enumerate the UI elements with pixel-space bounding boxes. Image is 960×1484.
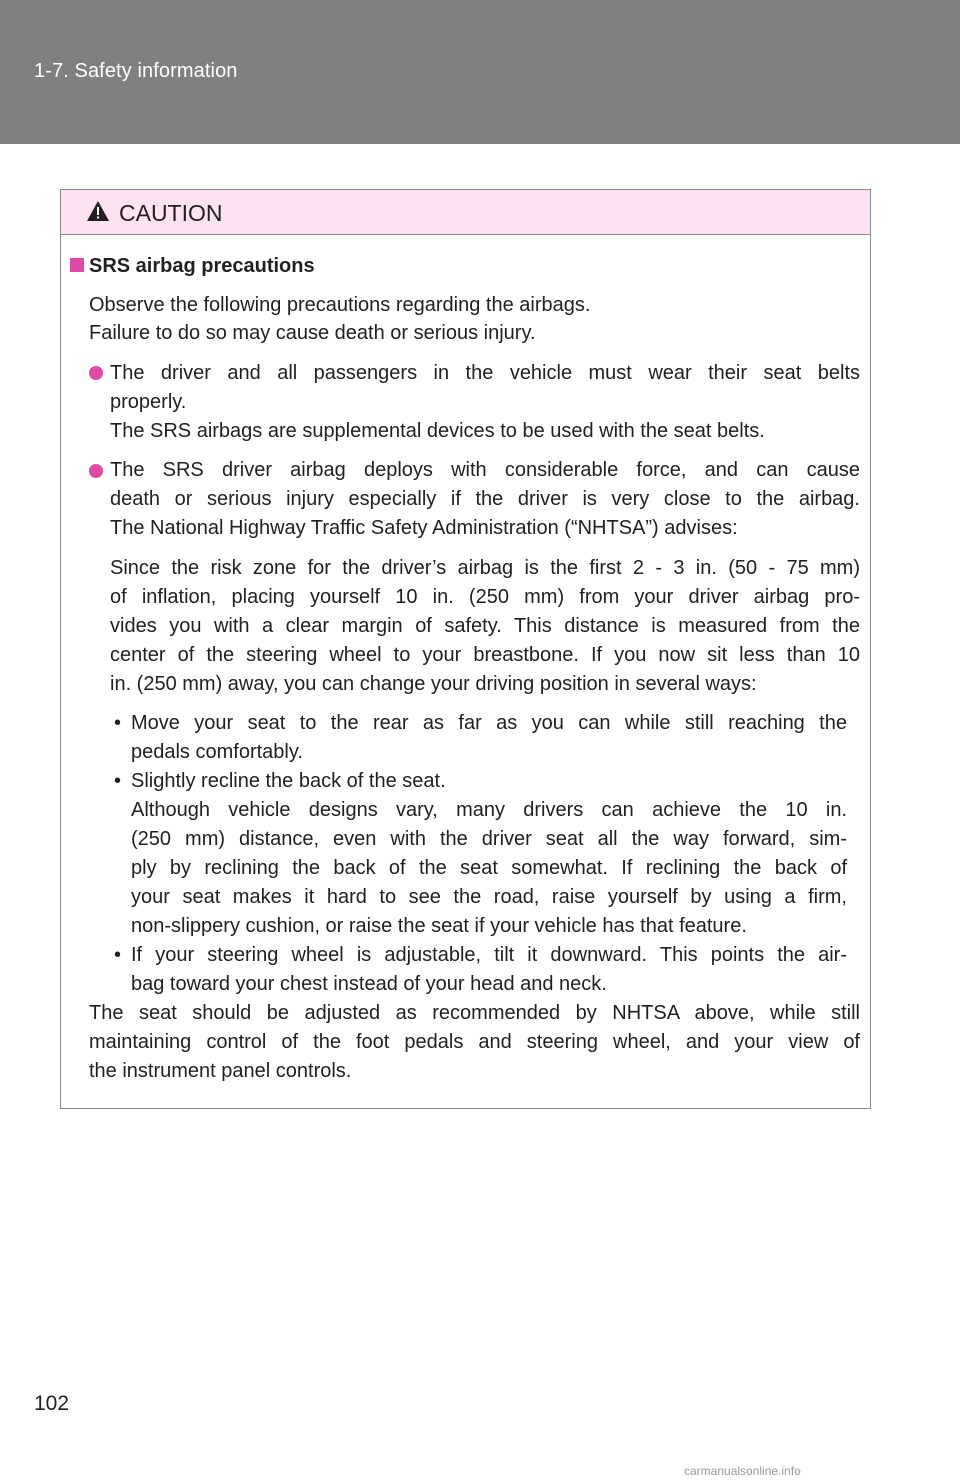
section-heading: SRS airbag precautions bbox=[89, 255, 315, 277]
list-bullet: • bbox=[114, 712, 122, 734]
way3-line-2: bag toward your chest instead of your head and neck. bbox=[131, 973, 607, 995]
nhtsa-line-1: Since the risk zone for the driver’s airbag is the first 2 - 3 in. (50 - 75 mm) bbox=[110, 557, 860, 579]
nhtsa-line-4: center of the steering wheel to your breastbone. If you now sit less than 10 bbox=[110, 644, 860, 666]
page-number: 102 bbox=[34, 1392, 70, 1415]
bullet2-line-2: death or serious injury especially if the driver is very close to the airbag. bbox=[110, 488, 860, 510]
caution-label: CAUTION bbox=[119, 200, 223, 226]
nhtsa-line-5: in. (250 mm) away, you can change your driving position in several ways: bbox=[110, 673, 757, 695]
bullet2-line-1: The SRS driver airbag deploys with considerable force, and can cause bbox=[110, 459, 860, 481]
way3-line-1: If your steering wheel is adjustable, tilt it downward. This points the air- bbox=[131, 944, 847, 966]
square-bullet-icon bbox=[70, 258, 84, 272]
closing-line-2: maintaining control of the foot pedals and steering wheel, and your view of bbox=[89, 1031, 860, 1053]
caution-header bbox=[61, 190, 870, 235]
way1-line-1: Move your seat to the rear as far as you can while still reaching the bbox=[131, 712, 847, 734]
intro-line-2: Failure to do so may cause death or serious injury. bbox=[89, 322, 536, 344]
way2-line-6: non-slippery cushion, or raise the seat if your vehicle has that feature. bbox=[131, 915, 747, 937]
section-title-header: 1-7. Safety information bbox=[34, 60, 238, 82]
way2-line-4: ply by reclining the back of the seat somewhat. If reclining the back of bbox=[131, 857, 847, 879]
circle-bullet-icon bbox=[89, 366, 103, 380]
way2-line-3: (250 mm) distance, even with the driver seat all the way forward, sim- bbox=[131, 828, 847, 850]
way2-line-5: your seat makes it hard to see the road, raise yourself by using a firm, bbox=[131, 886, 847, 908]
list-bullet: • bbox=[114, 770, 122, 792]
closing-line-3: the instrument panel controls. bbox=[89, 1060, 352, 1082]
way2-line-1: Slightly recline the back of the seat. bbox=[131, 770, 446, 792]
nhtsa-line-3: vides you with a clear margin of safety. This distance is measured from the bbox=[110, 615, 860, 637]
way1-line-2: pedals comfortably. bbox=[131, 741, 303, 763]
bullet1-line-1: The driver and all passengers in the vehicle must wear their seat belts bbox=[110, 362, 860, 384]
list-bullet: • bbox=[114, 944, 122, 966]
circle-bullet-icon bbox=[89, 464, 103, 478]
intro-line-1: Observe the following precautions regarding the airbags. bbox=[89, 294, 591, 316]
nhtsa-line-2: of inflation, placing yourself 10 in. (250 mm) from your driver airbag pro- bbox=[110, 586, 860, 608]
bullet1-line-3: The SRS airbags are supplemental devices to be used with the seat belts. bbox=[110, 420, 765, 442]
way2-line-2: Although vehicle designs vary, many drivers can achieve the 10 in. bbox=[131, 799, 847, 821]
closing-line-1: The seat should be adjusted as recommended by NHTSA above, while still bbox=[89, 1002, 860, 1024]
page-header bbox=[0, 0, 960, 144]
watermark: carmanualsonline.info bbox=[684, 1464, 801, 1478]
warning-triangle-icon bbox=[87, 201, 109, 221]
bullet1-line-2: properly. bbox=[110, 391, 187, 413]
bullet2-line-3: The National Highway Traffic Safety Administration (“NHTSA”) advises: bbox=[110, 517, 738, 539]
